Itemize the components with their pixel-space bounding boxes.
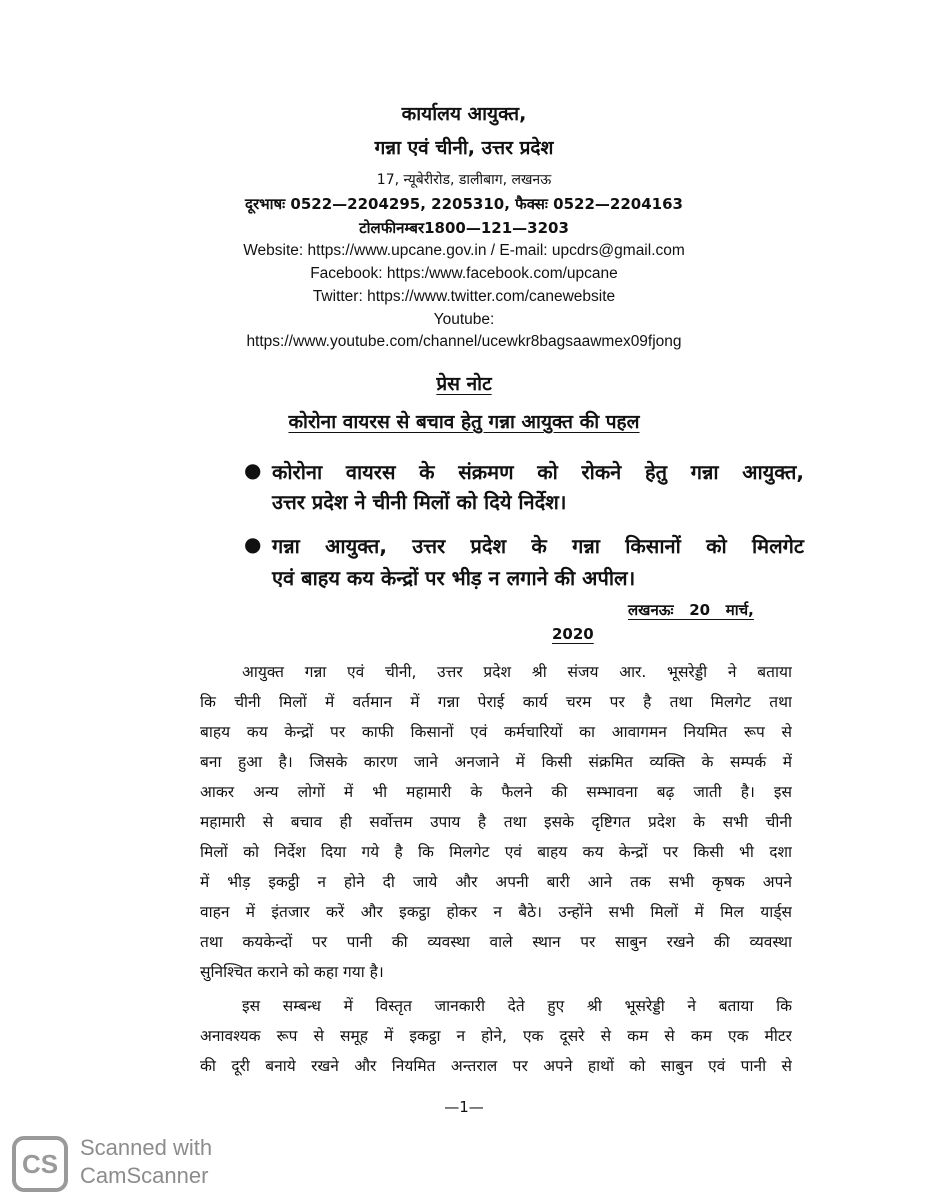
camscanner-logo-icon: CS xyxy=(12,1136,68,1192)
bullet-line: कोरोना वायरस के संक्रमण को रोकने हेतु गन्ना आयुक्त, xyxy=(272,460,804,484)
press-note-title: कोरोना वायरस से बचाव हेतु गन्ना आयुक्त की पहल xyxy=(288,411,640,433)
body-line: मिलों को निर्देश दिया गये है कि मिलगेट एवं बाहय कय केन्द्रों पर किसी भी दशा xyxy=(200,843,792,861)
office-youtube-label: Youtube: xyxy=(433,311,495,328)
bullet-line: गन्ना आयुक्त, उत्तर प्रदेश के गन्ना किसानों को मिलगेट xyxy=(272,534,804,558)
office-title: कार्यालय आयुक्त, xyxy=(401,103,527,125)
bullet-line: उत्तर प्रदेश ने चीनी मिलों को दिये निर्देश। xyxy=(272,490,567,514)
camscanner-line1: Scanned with xyxy=(80,1135,213,1160)
bullet-line: एवं बाहय कय केन्द्रों पर भीड़ न लगाने की अपील। xyxy=(272,566,636,590)
office-facebook: Facebook: https:/www.facebook.com/upcane xyxy=(310,265,618,282)
dateline: लखनऊः 20 मार्च, xyxy=(628,601,754,619)
office-twitter: Twitter: https://www.twitter.com/canewebsite xyxy=(312,288,616,305)
body-line: अनावश्यक रूप से समूह में इकट्ठा न होने, एक दूसरे से कम से कम एक मीटर xyxy=(200,1027,792,1045)
press-note-label: प्रेस नोट xyxy=(436,373,492,395)
body-line: की दूरी बनाये रखने और नियमित अन्तराल पर अपने हाथों को साबुन एवं पानी से xyxy=(200,1057,792,1075)
office-youtube-url: https://www.youtube.com/channel/ucewkr8bagsaawmex09fjong xyxy=(246,333,682,350)
body-line: इस सम्बन्ध में विस्तृत जानकारी देते हुए श्री भूसरेड्डी ने बताया कि xyxy=(242,997,792,1015)
office-phone: दूरभाषः 0522—2204295, 2205310, फैक्सः 0522—2204163 xyxy=(244,195,683,213)
dateline-year: 2020 xyxy=(552,625,594,643)
bullet-icon: ● xyxy=(244,532,262,556)
office-tollfree: टोलफीनम्बर1800—121—3203 xyxy=(359,219,569,237)
body-line: महामारी से बचाव ही सर्वोत्तम उपाय है तथा इसके दृष्टिगत प्रदेश के सभी चीनी xyxy=(200,813,792,831)
office-website: Website: https://www.upcane.gov.in / E-mail: upcdrs@gmail.com xyxy=(243,242,685,259)
body-line: में भीड़ इकट्ठी न होने दी जाये और अपनी बारी आने तक सभी कृषक अपने xyxy=(200,873,792,891)
office-subtitle: गन्ना एवं चीनी, उत्तर प्रदेश xyxy=(374,137,554,159)
bullet-icon: ● xyxy=(244,458,262,482)
camscanner-watermark xyxy=(8,1134,248,1194)
body-line: बाहय कय केन्द्रों पर काफी किसानों एवं कर्मचारियों का आवागमन नियमित रूप से xyxy=(200,723,792,741)
camscanner-text xyxy=(80,1134,212,1190)
office-address: 17, न्यूबेरीरोड, डालीबाग, लखनऊ xyxy=(376,172,552,188)
body-line: सुनिश्चित कराने को कहा गया है। xyxy=(200,963,384,981)
camscanner-line2: CamScanner xyxy=(80,1163,209,1188)
body-line: तथा कयकेन्दों पर पानी की व्यवस्था वाले स्थान पर साबुन रखने की व्यवस्था xyxy=(200,933,792,951)
body-line: वाहन में इंतजार करें और इकट्ठा होकर न बैठे। उन्होंने सभी मिलों में मिल यार्ड्स xyxy=(200,903,792,921)
body-line: आयुक्त गन्ना एवं चीनी, उत्तर प्रदेश श्री संजय आर. भूसरेड्डी ने बताया xyxy=(242,663,792,681)
page-number: —1— xyxy=(444,1098,484,1116)
body-line: कि चीनी मिलों में वर्तमान में गन्ना पेराई कार्य चरम पर है तथा मिलगेट तथा xyxy=(200,693,792,711)
body-line: बना हुआ है। जिसके कारण जाने अनजाने में किसी संक्रमित व्यक्ति के सम्पर्क में xyxy=(200,753,792,771)
body-line: आकर अन्य लोगों में भी महामारी के फैलने की सम्भावना बढ़ जाती है। इस xyxy=(200,783,792,801)
